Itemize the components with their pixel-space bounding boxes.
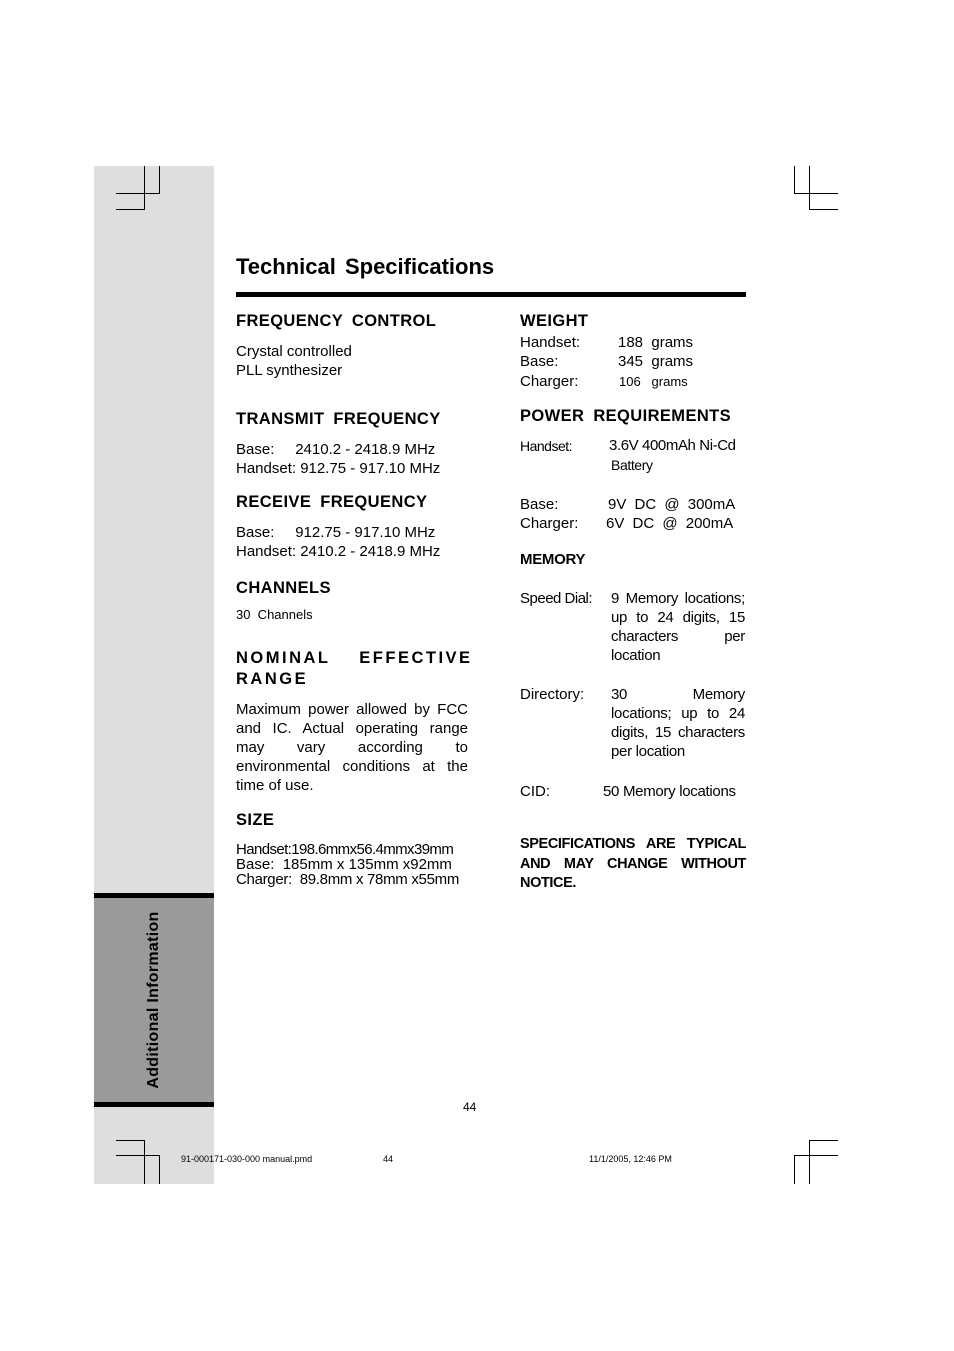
power-heading: POWER REQUIREMENTS [520, 407, 732, 425]
size-handset: Handset:198.6mmx56.4mmx39mm [236, 841, 454, 858]
weight-heading: WEIGHT [520, 312, 589, 330]
crop-mark-top-left [116, 209, 144, 210]
footer-filename: 91-000171-030-000 manual.pmd [181, 1154, 313, 1164]
transmit-frequency-handset: Handset: 912.75 - 917.10 MHz [236, 460, 441, 477]
size-base: Base: 185mm x 135mm x92mm [236, 856, 452, 873]
crop-mark-bottom-left [144, 1140, 145, 1184]
receive-frequency-heading: RECEIVE FREQUENCY [236, 493, 428, 511]
weight-handset-value: 188 grams [618, 334, 694, 351]
frequency-control-line: PLL synthesizer [236, 362, 343, 379]
sidebar-lower-band [94, 1107, 214, 1184]
crop-mark-top-right [794, 166, 795, 194]
speed-dial-text: 9 Memory locations; up to 24 digits, 15 characters per location [611, 590, 745, 664]
crop-mark-top-left [116, 193, 160, 194]
weight-charger-value: 106 grams [619, 374, 688, 389]
power-base-label: Base: [520, 496, 559, 513]
crop-mark-bottom-left [116, 1140, 144, 1141]
frequency-control-heading: FREQUENCY CONTROL [236, 312, 437, 330]
memory-heading: MEMORY [520, 551, 586, 568]
directory-text: 30 Memory locations; up to 24 digits, 15 characters per location [611, 686, 745, 760]
transmit-frequency-heading: TRANSMIT FREQUENCY [236, 410, 441, 428]
power-charger-value: 6V DC @ 200mA [606, 515, 734, 532]
range-heading [236, 649, 473, 668]
sidebar-section-label: Additional Information [145, 911, 162, 1089]
size-heading: SIZE [236, 811, 275, 829]
weight-handset-label: Handset: [520, 334, 581, 351]
range-heading-continued: RANGE [236, 670, 309, 688]
power-base-value: 9V DC @ 300mA [608, 496, 736, 513]
crop-mark-bottom-left [116, 1155, 160, 1156]
directory-label: Directory: [520, 686, 585, 703]
crop-mark-top-left [144, 166, 145, 210]
sidebar-upper-band [94, 166, 214, 893]
crop-mark-top-right [809, 209, 838, 210]
crop-mark-bottom-right [794, 1155, 795, 1184]
power-handset-value: 3.6V 400mAh Ni-Cd [609, 437, 736, 454]
crop-mark-bottom-left [159, 1155, 160, 1184]
cid-label: CID: [520, 783, 550, 800]
page-title: Technical Specifications [236, 254, 495, 279]
weight-base-value: 345 grams [618, 353, 694, 370]
crop-mark-top-left [159, 166, 160, 194]
weight-base-label: Base: [520, 353, 559, 370]
channels-text: 30 Channels [236, 607, 313, 622]
crop-mark-bottom-right [794, 1155, 838, 1156]
page-number: 44 [463, 1100, 477, 1114]
power-handset-label: Handset: [520, 438, 573, 454]
channels-heading: CHANNELS [236, 579, 331, 597]
crop-mark-bottom-right [809, 1140, 810, 1184]
footer-date: 11/1/2005, 12:46 PM [589, 1154, 672, 1164]
footer-page: 44 [383, 1154, 394, 1164]
title-rule [236, 292, 746, 297]
receive-frequency-handset: Handset: 2410.2 - 2418.9 MHz [236, 543, 441, 560]
size-charger: Charger: 89.8mm x 78mm x55mm [236, 871, 460, 888]
range-heading-word: NOMINAL EFFECTIVE [236, 649, 473, 667]
range-text: Maximum power allowed by FCC and IC. Actual operating range may vary according to environmental conditions at the time of use. [236, 701, 468, 794]
crop-mark-top-right [809, 166, 810, 210]
crop-mark-top-right [794, 193, 838, 194]
weight-charger-label: Charger: [520, 373, 579, 390]
frequency-control-line: Crystal controlled [236, 343, 352, 360]
specifications-notice: SPECIFICATIONS ARE TYPICAL AND MAY CHANGE WITHOUT NOTICE. [520, 836, 746, 891]
receive-frequency-base: Base: 912.75 - 917.10 MHz [236, 524, 436, 541]
crop-mark-bottom-right [809, 1140, 838, 1141]
power-charger-label: Charger: [520, 515, 579, 532]
cid-value: 50 Memory locations [603, 783, 736, 800]
speed-dial-label: Speed Dial: [520, 590, 593, 607]
power-handset-value-continued: Battery [611, 457, 653, 473]
transmit-frequency-base: Base: 2410.2 - 2418.9 MHz [236, 441, 436, 458]
